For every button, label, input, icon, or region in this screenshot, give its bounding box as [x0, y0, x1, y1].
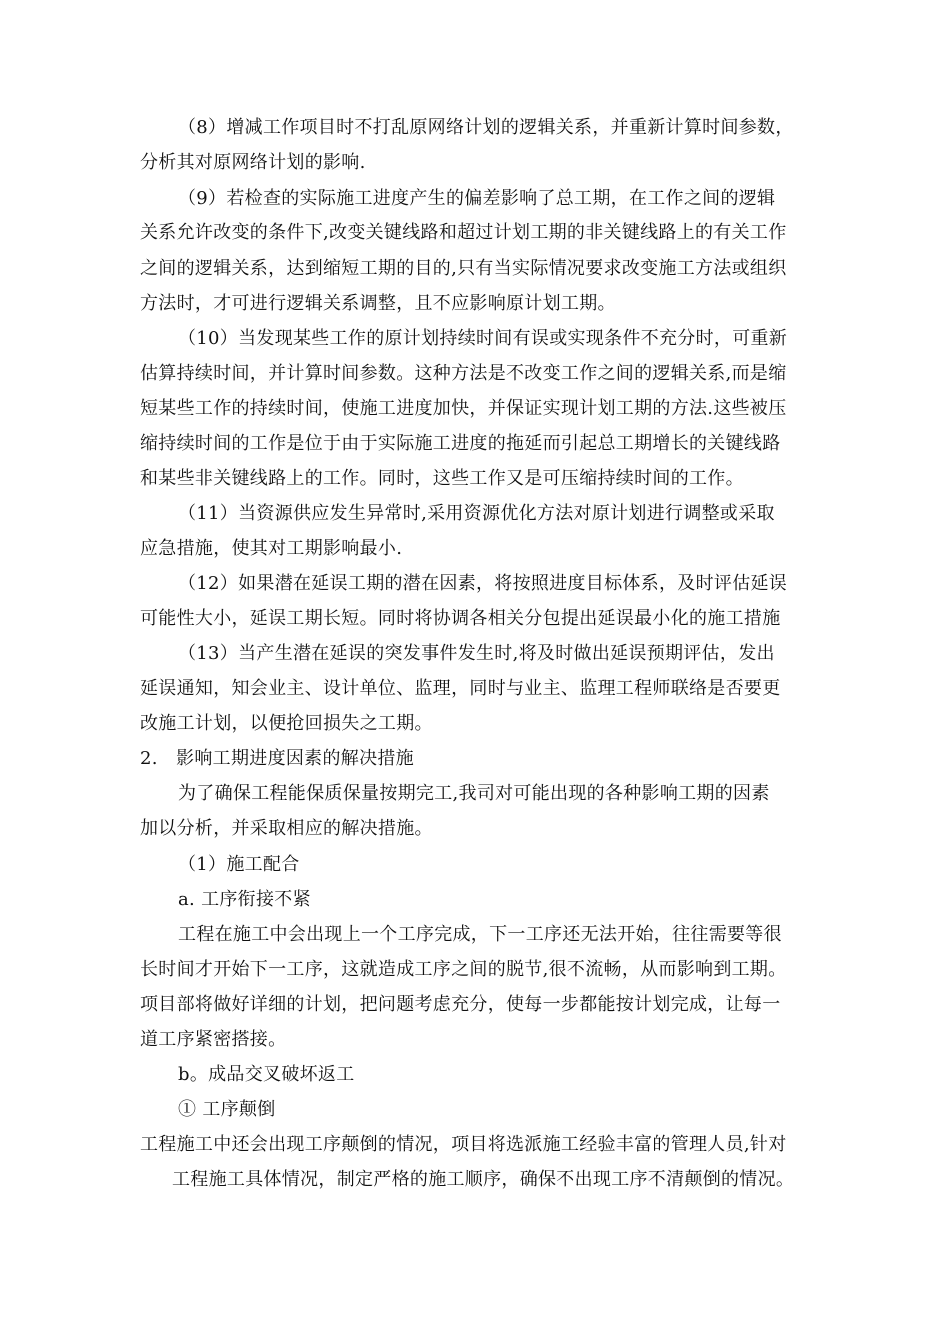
- text-line: 之间的逻辑关系，达到缩短工期的目的,只有当实际情况要求改变施工方法或组织: [140, 258, 787, 279]
- text-line: （9）若检查的实际施工进度产生的偏差影响了总工期，在工作之间的逻辑: [178, 188, 776, 209]
- text-line: 缩持续时间的工作是位于由于实际施工进度的拖延而引起总工期增长的关键线路: [140, 433, 781, 454]
- text-line: 和某些非关键线路上的工作。同时，这些工作又是可压缩持续时间的工作。: [140, 468, 744, 489]
- text-line: 工程施工中还会出现工序颠倒的情况，项目将选派施工经验丰富的管理人员,针对: [140, 1134, 787, 1155]
- text-line: 长时间才开始下一工序，这就造成工序之间的脱节,很不流畅，从而影响到工期。: [140, 959, 787, 980]
- text-line: 改施工计划，以便抢回损失之工期。: [140, 713, 433, 734]
- text-line: （11）当资源供应发生异常时,采用资源优化方法对原计划进行调整或采取: [178, 503, 775, 524]
- text-line: 项目部将做好详细的计划，把问题考虑充分，使每一步都能按计划完成，让每一: [140, 994, 781, 1015]
- text-line: （13）当产生潜在延误的突发事件发生时,将及时做出延误预期评估，发出: [178, 643, 775, 664]
- text-line: 方法时，才可进行逻辑关系调整，且不应影响原计划工期。: [140, 293, 616, 314]
- text-line: 可能性大小，延误工期长短。同时将协调各相关分包提出延误最小化的施工措施: [140, 608, 781, 629]
- text-line: （10）当发现某些工作的原计划持续时间有误或实现条件不充分时，可重新: [178, 328, 788, 349]
- text-line: 应急措施，使其对工期影响最小.: [140, 538, 403, 559]
- subheading: b。成品交叉破坏返工: [178, 1064, 355, 1085]
- text-line: 分析其对原网络计划的影响.: [140, 152, 366, 173]
- text-line: （12）如果潜在延误工期的潜在因素，将按照进度目标体系，及时评估延误: [178, 573, 788, 594]
- subheading: （1）施工配合: [178, 854, 300, 875]
- text-line: 关系允许改变的条件下,改变关键线路和超过计划工期的非关键线路上的有关工作: [140, 222, 787, 243]
- subheading: ① 工序颠倒: [178, 1099, 276, 1120]
- section-heading: 2. 影响工期进度因素的解决措施: [140, 748, 414, 769]
- text-line: 工程在施工中会出现上一个工序完成，下一工序还无法开始，往往需要等很: [178, 924, 782, 945]
- text-line: 延误通知，知会业主、设计单位、监理，同时与业主、监理工程师联络是否要更: [140, 678, 781, 699]
- text-line: 估算持续时间，并计算时间参数。这种方法是不改变工作之间的逻辑关系,而是缩: [140, 363, 787, 384]
- text-line: 短某些工作的持续时间，使施工进度加快，并保证实现计划工期的方法.这些被压: [140, 398, 787, 419]
- text-line: 工程施工具体情况，制定严格的施工顺序，确保不出现工序不清颠倒的情况。: [172, 1169, 795, 1190]
- subheading: a. 工序衔接不紧: [178, 889, 311, 910]
- text-line: 为了确保工程能保质保量按期完工,我司对可能出现的各种影响工期的因素: [178, 783, 770, 804]
- text-line: 加以分析，并采取相应的解决措施。: [140, 818, 433, 839]
- text-line: 道工序紧密搭接。: [140, 1029, 287, 1050]
- text-line: （8）增减工作项目时不打乱原网络计划的逻辑关系，并重新计算时间参数，: [178, 117, 794, 138]
